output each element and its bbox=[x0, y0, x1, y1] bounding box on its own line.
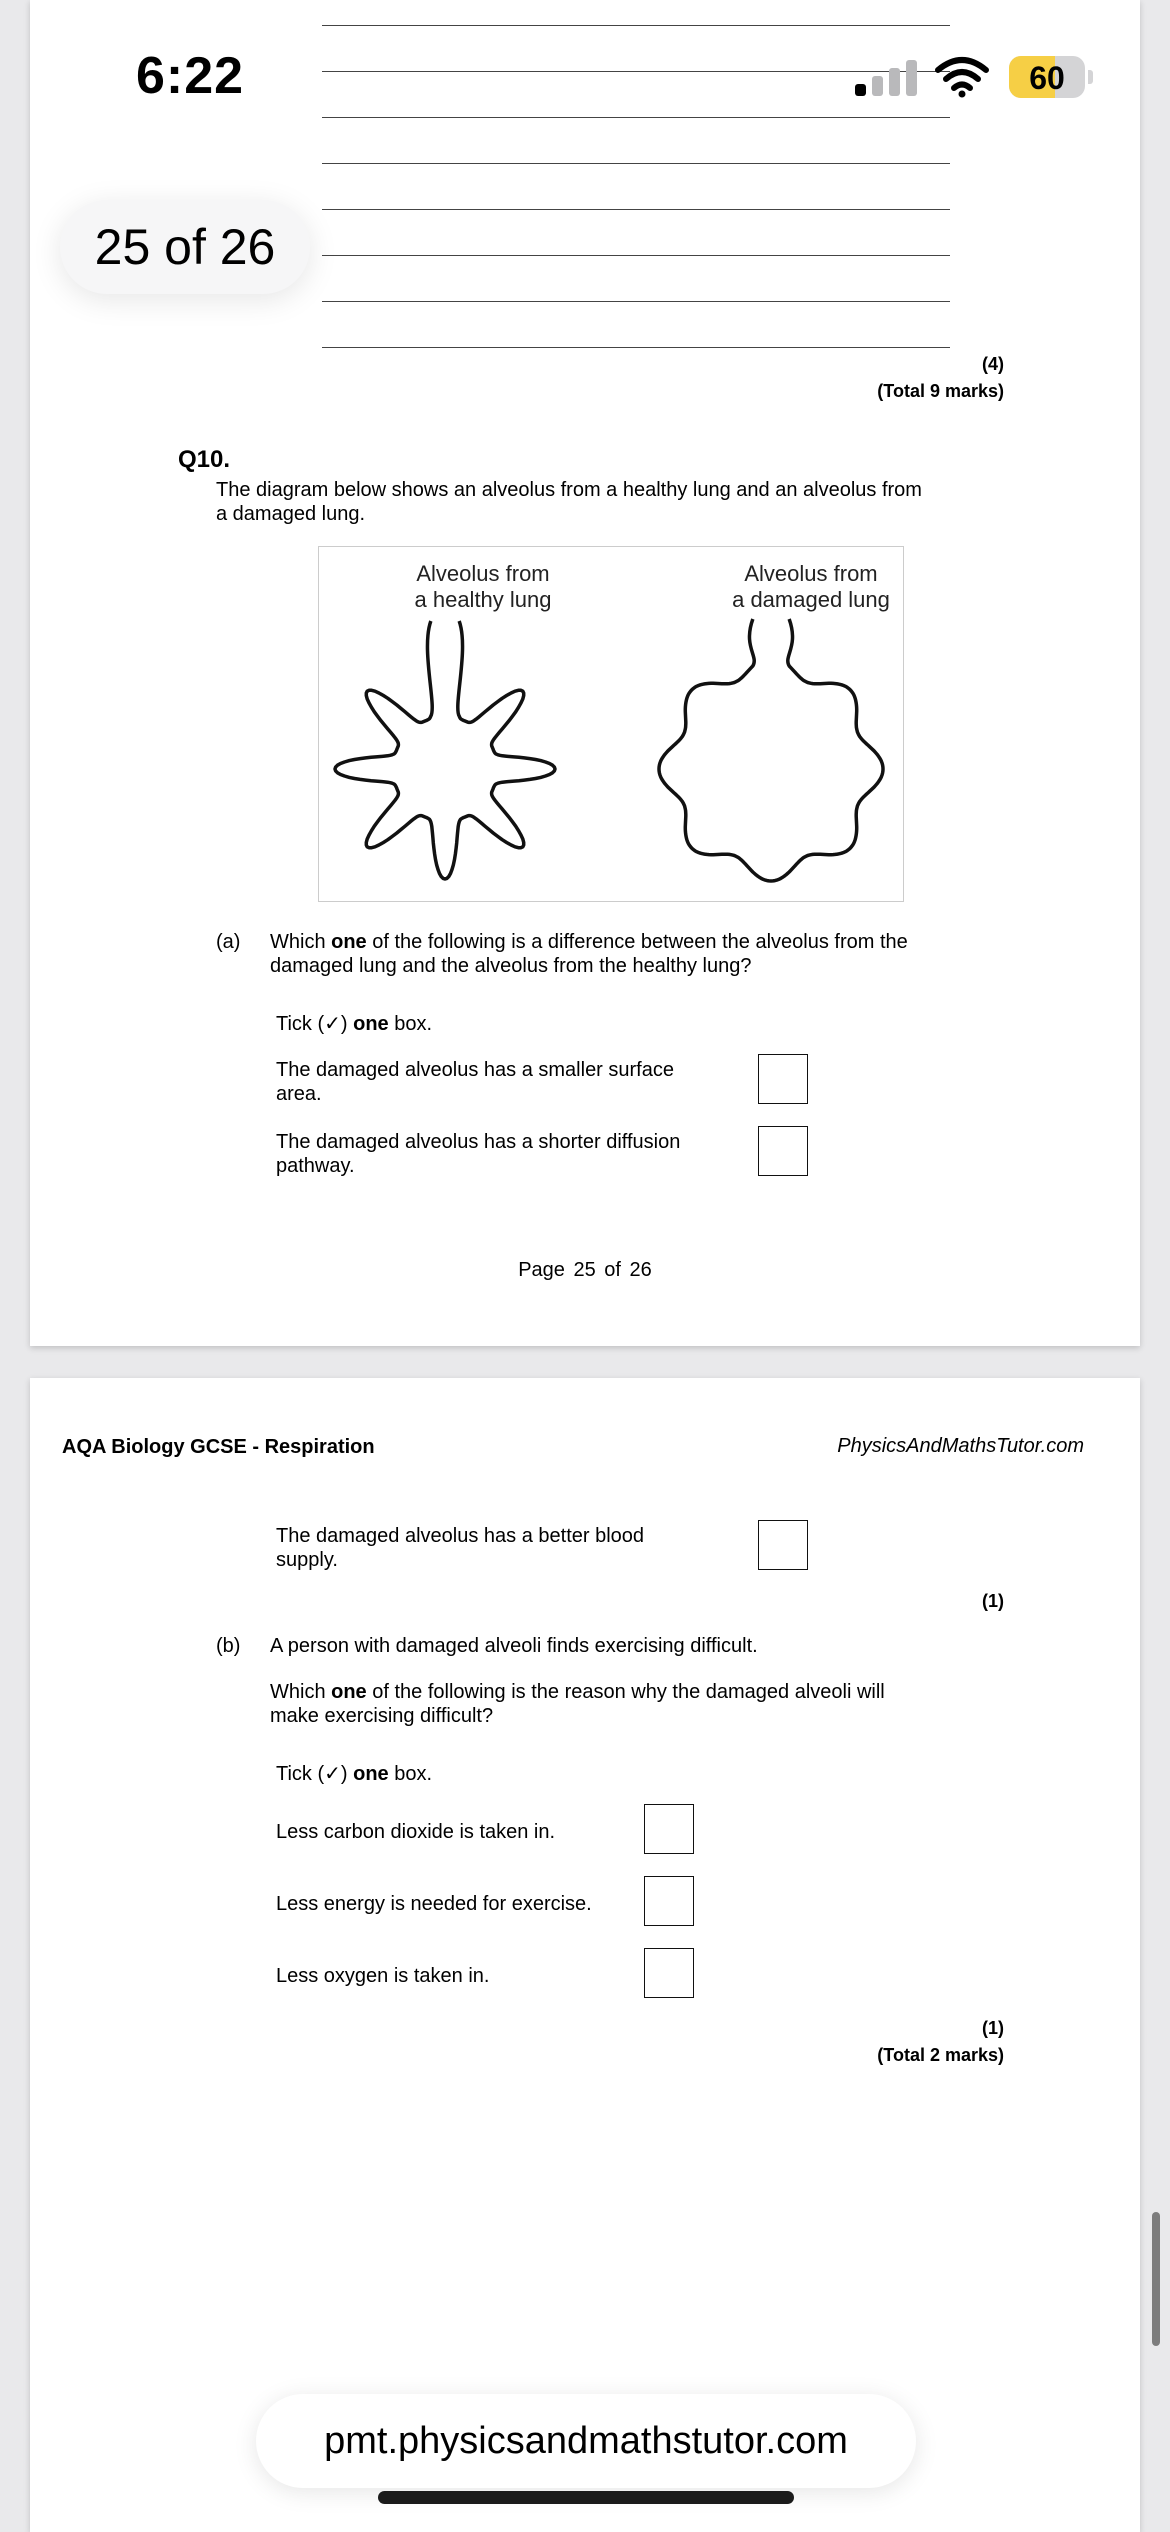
option-text-line1: The damaged alveolus has a shorter diffusion bbox=[276, 1131, 681, 1153]
page-header-title: AQA Biology GCSE - Respiration bbox=[62, 1436, 375, 1458]
tick-instruction: Tick (✓) one box. bbox=[276, 1763, 433, 1785]
answer-line bbox=[322, 25, 950, 26]
option-smaller-surface-area bbox=[276, 1058, 674, 1106]
diagram-label-healthy-line1: Alveolus from bbox=[416, 561, 550, 586]
part-a-question-line2: damaged lung and the alveolus from the healthy lung? bbox=[270, 955, 752, 977]
marks-label: (1) bbox=[982, 1591, 1004, 1611]
diagram-label-damaged-line2: a damaged lung bbox=[732, 587, 890, 612]
question-intro-line2: a damaged lung. bbox=[216, 503, 366, 525]
option-text-line1: The damaged alveolus has a better blood bbox=[276, 1525, 645, 1547]
tick-box-option-3[interactable] bbox=[758, 1520, 808, 1570]
healthy-alveolus-outline bbox=[335, 621, 555, 879]
option-text-line1: The damaged alveolus has a smaller surface bbox=[276, 1059, 674, 1081]
page-indicator: 25 of 26 bbox=[60, 200, 310, 294]
part-b-question-line1: Which one of the following is the reason why the damaged alveoli will bbox=[270, 1681, 885, 1703]
diagram-label-damaged-line1: Alveolus from bbox=[744, 561, 878, 586]
pdf-page-26 bbox=[30, 1378, 1140, 2532]
marks-label: (4) bbox=[982, 354, 1004, 374]
answer-line bbox=[322, 209, 950, 210]
alveoli-diagram bbox=[318, 546, 904, 902]
damaged-alveolus-outline bbox=[659, 619, 883, 881]
page-footer: Page 25 of 26 bbox=[518, 1259, 652, 1281]
battery-icon bbox=[1009, 56, 1085, 98]
alveoli-drawing bbox=[319, 547, 905, 903]
home-indicator[interactable] bbox=[378, 2491, 794, 2504]
part-a-question-line1: Which one of the following is a difference between the alveolus from the bbox=[270, 931, 908, 953]
part-b-label: (b) bbox=[216, 1635, 241, 1657]
part-b-statement: A person with damaged alveoli finds exercising difficult. bbox=[270, 1635, 758, 1657]
answer-line bbox=[322, 301, 950, 302]
option-text-line2: area. bbox=[276, 1083, 322, 1105]
tick-box-option-1[interactable] bbox=[644, 1804, 694, 1854]
option-less-carbon-dioxide: Less carbon dioxide is taken in. bbox=[276, 1821, 556, 1843]
battery-tip bbox=[1088, 70, 1093, 84]
option-less-energy: Less energy is needed for exercise. bbox=[276, 1893, 592, 1915]
tick-box-option-1[interactable] bbox=[758, 1054, 808, 1104]
answer-line bbox=[322, 347, 950, 348]
option-less-oxygen: Less oxygen is taken in. bbox=[276, 1965, 490, 1987]
option-text-line2: pathway. bbox=[276, 1155, 355, 1177]
question-intro-line1: The diagram below shows an alveolus from a healthy lung and an alveolus from bbox=[216, 479, 922, 501]
cellular-signal-icon bbox=[855, 58, 919, 96]
battery-percentage: 60 bbox=[1029, 60, 1065, 96]
scrollbar-thumb[interactable] bbox=[1152, 2212, 1160, 2346]
marks-label: (1) bbox=[982, 2018, 1004, 2038]
address-bar[interactable]: pmt.physicsandmathstutor.com bbox=[256, 2394, 916, 2488]
status-time: 6:22 bbox=[136, 47, 245, 105]
option-shorter-diffusion-pathway bbox=[276, 1130, 680, 1178]
diagram-label-healthy-line2: a healthy lung bbox=[414, 587, 552, 612]
total-marks-label: (Total 2 marks) bbox=[877, 2045, 1004, 2065]
page-header-site: PhysicsAndMathsTutor.com bbox=[837, 1435, 1084, 1457]
option-better-blood-supply bbox=[276, 1524, 644, 1572]
part-a-label: (a) bbox=[216, 931, 241, 953]
answer-line bbox=[322, 255, 950, 256]
wifi-icon bbox=[934, 56, 990, 98]
total-marks-label: (Total 9 marks) bbox=[877, 381, 1004, 401]
question-number: Q10. bbox=[178, 446, 231, 473]
tick-box-option-2[interactable] bbox=[758, 1126, 808, 1176]
answer-line bbox=[322, 117, 950, 118]
option-text-line2: supply. bbox=[276, 1549, 338, 1571]
tick-box-option-2[interactable] bbox=[644, 1876, 694, 1926]
tick-box-option-3[interactable] bbox=[644, 1948, 694, 1998]
answer-line bbox=[322, 163, 950, 164]
part-b-question-line2: make exercising difficult? bbox=[270, 1705, 494, 1727]
tick-instruction: Tick (✓) one box. bbox=[276, 1013, 433, 1035]
